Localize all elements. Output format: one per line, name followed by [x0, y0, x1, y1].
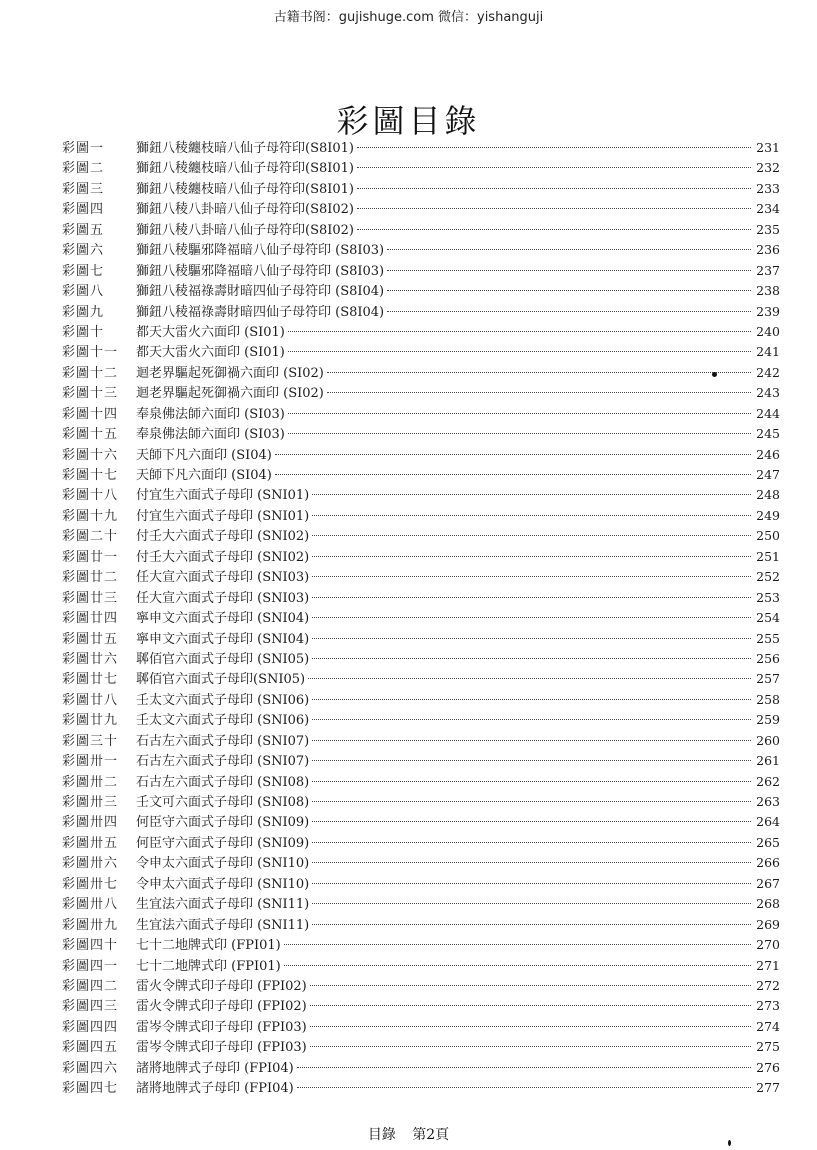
toc-entry-title: 令申太六面式子母印 (SNI10) [136, 856, 310, 872]
toc-entry-number: 彩圖卅三 [62, 795, 119, 810]
toc-dot-leader [297, 1087, 751, 1088]
toc-entry-number: 彩圖卅二 [62, 774, 119, 790]
toc-entry-page: 238 [756, 283, 780, 299]
toc-dot-leader [312, 658, 751, 659]
toc-entry-number: 彩圖廿一 [62, 549, 119, 565]
toc-entry [62, 833, 780, 853]
toc-dot-leader [312, 576, 751, 577]
toc-entry-number: 彩圖十六 [62, 447, 119, 463]
toc-entry-page: 266 [756, 855, 780, 871]
toc-entry-title: 獅鈕八稜驅邪降福暗八仙子母符印 (S8I03) [136, 263, 385, 279]
toc-entry-title: 獅鈕八稜福祿壽財暗四仙子母符印 (S8I04) [136, 284, 385, 300]
toc-entry-title: 令申太六面式子母印 (SNI10) [136, 876, 310, 892]
toc-entry [62, 199, 780, 219]
toc-dot-leader [387, 311, 751, 312]
toc-entry-number: 彩圖九 [62, 304, 105, 320]
toc-entry-number: 彩圖廿九 [62, 713, 119, 729]
toc-dot-leader [312, 924, 751, 925]
toc-entry [62, 649, 780, 669]
toc-entry-number: 彩圖四 [62, 202, 105, 218]
toc-entry [62, 302, 780, 322]
toc-entry-number: 彩圖十一 [62, 345, 119, 361]
toc-entry [62, 445, 780, 465]
toc-entry [62, 956, 780, 976]
toc-entry [62, 874, 780, 894]
toc-entry-title: 何臣守六面式子母印 (SNI09) [136, 815, 310, 831]
toc-entry-title: 迴老界驅起死御禍六面印 (SI02) [136, 365, 324, 381]
toc-entry-page: 236 [756, 242, 780, 258]
toc-dot-leader [312, 821, 751, 822]
toc-entry-page: 268 [756, 896, 780, 912]
toc-entry-number: 彩圖四四 [62, 1019, 119, 1035]
toc-dot-leader [312, 740, 751, 741]
toc-dot-leader [310, 1026, 751, 1027]
toc-dot-leader [284, 965, 751, 966]
toc-entry-title: 寧申文六面式子母印 (SNI04) [136, 631, 310, 647]
toc-dot-leader [312, 597, 751, 598]
toc-entry-title: 郰佰官六面式子母印 (SNI05) [136, 651, 310, 667]
toc-entry-number: 彩圖廿六 [62, 651, 119, 667]
toc-entry [62, 1058, 780, 1078]
toc-entry-title: 天師下凡六面印 (SI04) [136, 468, 272, 483]
toc-entry-title: 諸將地牌式子母印 (FPI04) [136, 1081, 294, 1097]
toc-entry-page: 267 [756, 875, 780, 891]
toc-entry-page: 269 [756, 916, 780, 932]
toc-entry-title: 石古左六面式子母印 (SNI08) [136, 774, 310, 790]
toc-entry [62, 935, 780, 955]
toc-entry-title: 七十二地牌式印 (FPI01) [136, 938, 281, 954]
toc-entry-title: 生宜法六面式子母印 (SNI11) [136, 917, 310, 933]
toc-entry-page: 263 [756, 794, 780, 809]
toc-entry-page: 251 [756, 548, 780, 564]
toc-dot-leader [275, 474, 751, 475]
toc-entry-number: 彩圖廿五 [62, 631, 119, 647]
toc-entry-title: 付宜生六面式子母印 (SNI01) [136, 488, 310, 504]
toc-entry-number: 彩圖廿二 [62, 570, 119, 586]
toc-entry-page: 265 [756, 834, 780, 850]
toc-entry-number: 彩圖卅七 [62, 876, 119, 892]
toc-dot-leader [288, 351, 751, 352]
toc-entry-number: 彩圖一 [62, 141, 105, 156]
toc-entry [62, 567, 780, 587]
toc-entry [62, 1037, 780, 1057]
toc-entry [62, 669, 780, 689]
toc-entry-number: 彩圖十七 [62, 468, 119, 483]
toc-entry [62, 383, 780, 403]
toc-entry-title: 獅鈕八稜八卦暗八仙子母符印(S8I02) [136, 222, 354, 238]
toc-entry-number: 彩圖四五 [62, 1040, 119, 1056]
toc-entry-page: 264 [756, 814, 780, 830]
toc-entry-title: 都天大雷火六面印 (SI01) [136, 345, 285, 361]
toc-entry-title: 都天大雷火六面印 (SI01) [136, 324, 285, 340]
toc-entry-number: 彩圖四十 [62, 938, 119, 954]
toc-dot-leader [312, 903, 751, 904]
toc-entry-page: 249 [756, 507, 780, 523]
toc-entry [62, 526, 780, 546]
toc-entry-title: 獅鈕八稜纏枝暗八仙子母符印(S8I01) [136, 141, 354, 156]
toc-entry [62, 424, 780, 444]
toc-entry-number: 彩圖十 [62, 324, 105, 340]
toc-entry-title: 獅鈕八稜纏枝暗八仙子母符印(S8I01) [136, 161, 354, 177]
toc-entry-number: 彩圖十九 [62, 508, 119, 524]
toc-entry-page: 247 [756, 467, 780, 482]
toc-entry-title: 生宜法六面式子母印 (SNI11) [136, 897, 310, 913]
toc-entry-number: 彩圖十三 [62, 386, 119, 402]
toc-entry-title: 壬太文六面式子母印 (SNI06) [136, 713, 310, 729]
toc-entry [62, 608, 780, 628]
toc-entry-page: 239 [756, 303, 780, 319]
toc-entry-number: 彩圖十八 [62, 488, 119, 504]
toc-entry-title: 壬太文六面式子母印 (SNI06) [136, 692, 310, 708]
toc-entry [62, 179, 780, 199]
page-footer [0, 1124, 817, 1144]
toc-entry-page: 234 [756, 201, 780, 217]
toc-entry [62, 772, 780, 792]
toc-dot-leader [312, 638, 751, 639]
toc-entry [62, 485, 780, 505]
toc-entry-title: 石古左六面式子母印 (SNI07) [136, 754, 310, 770]
toc-entry-title: 付宜生六面式子母印 (SNI01) [136, 508, 310, 524]
toc-dot-leader [357, 147, 751, 148]
toc-dot-leader [327, 372, 751, 373]
toc-dot-leader [297, 1067, 751, 1068]
toc-entry-page: 260 [756, 732, 780, 748]
toc-entry [62, 1017, 780, 1037]
toc-dot-leader [288, 331, 751, 332]
toc-entry [62, 281, 780, 301]
toc-entry-number: 彩圖四六 [62, 1060, 119, 1076]
toc-entry-title: 七十二地牌式印 (FPI01) [136, 958, 281, 974]
toc-entry-number: 彩圖六 [62, 243, 105, 259]
toc-entry [62, 363, 780, 383]
toc-entry-title: 雷火令牌式印子母印 (FPI02) [136, 978, 307, 994]
toc-entry-page: 248 [756, 487, 780, 503]
toc-entry-title: 付壬大六面式子母印 (SNI02) [136, 549, 310, 565]
toc-entry-page: 235 [756, 221, 780, 237]
toc-entry [62, 812, 780, 832]
toc-entry-page: 277 [756, 1080, 780, 1096]
toc-dot-leader [308, 678, 751, 679]
toc-entry [62, 792, 780, 812]
toc-dot-leader [312, 801, 751, 802]
toc-entry [62, 915, 780, 935]
toc-entry-number: 彩圖五 [62, 222, 105, 238]
toc-entry-page: 261 [756, 753, 780, 769]
toc-entry-page: 256 [756, 650, 780, 666]
toc-entry-title: 奉泉佛法師六面印 (SI03) [136, 427, 285, 443]
toc-entry-page: 250 [756, 528, 780, 544]
toc-dot-leader [312, 617, 751, 618]
toc-dot-leader [284, 944, 751, 945]
toc-entry-number: 彩圖卅一 [62, 754, 119, 770]
toc-dot-leader [312, 760, 751, 761]
toc-entry-number: 彩圖二十 [62, 529, 119, 545]
toc-entry-page: 245 [756, 426, 780, 442]
toc-entry-number: 彩圖四七 [62, 1081, 119, 1097]
toc-entry [62, 322, 780, 342]
toc-dot-leader [312, 515, 751, 516]
toc-entry-number: 彩圖廿三 [62, 590, 119, 606]
toc-entry [62, 894, 780, 914]
watermark-text: 古籍书阁：gujishuge.com 微信：yishanguji [273, 10, 544, 25]
toc-entry-number: 彩圖卅五 [62, 835, 119, 851]
toc-dot-leader [288, 413, 751, 414]
toc-entry-number: 彩圖卅六 [62, 856, 119, 872]
toc-entry-page: 270 [756, 937, 780, 953]
toc-entry-page: 252 [756, 569, 780, 585]
toc-entry-title: 迴老界驅起死御禍六面印 (SI02) [136, 386, 324, 402]
toc-entry-number: 彩圖四一 [62, 958, 119, 974]
toc-entry-number: 彩圖卅八 [62, 897, 119, 913]
toc-entry [62, 240, 780, 260]
toc-entry-page: 237 [756, 262, 780, 278]
toc-dot-leader [312, 781, 751, 782]
toc-dot-leader [312, 719, 751, 720]
toc-entry-page: 242 [756, 364, 780, 380]
toc-entry [62, 588, 780, 608]
toc-entry-title: 獅鈕八稜驅邪降福暗八仙子母符印 (S8I03) [136, 243, 385, 259]
toc-entry-number: 彩圖十二 [62, 365, 119, 381]
toc-entry-title: 付壬大六面式子母印 (SNI02) [136, 529, 310, 545]
toc-dot-leader [312, 842, 751, 843]
toc-entry-title: 壬文可六面式子母印 (SNI08) [136, 795, 310, 810]
toc-entry [62, 853, 780, 873]
toc-entry [62, 710, 780, 730]
toc-entry-page: 262 [756, 773, 780, 789]
toc-entry-page: 259 [756, 712, 780, 728]
toc-entry [62, 690, 780, 710]
toc-dot-leader [312, 535, 751, 536]
toc-entry-page: 243 [756, 385, 780, 401]
toc-entry-title: 何臣守六面式子母印 (SNI09) [136, 835, 310, 851]
toc-entry-page: 241 [756, 344, 780, 360]
toc-entry-title: 雷火令牌式印子母印 (FPI02) [136, 999, 307, 1015]
toc-entry-page: 255 [756, 630, 780, 646]
toc-entry-number: 彩圖廿四 [62, 611, 119, 627]
toc-entry-page: 246 [756, 446, 780, 462]
toc-entry-number: 彩圖七 [62, 263, 105, 279]
toc-entry-number: 彩圖三十 [62, 733, 119, 749]
toc-entry-page: 271 [756, 957, 780, 973]
scan-speck [728, 1140, 731, 1146]
toc-entry [62, 1078, 780, 1098]
toc-entry [62, 342, 780, 362]
toc-entry-number: 彩圖八 [62, 284, 105, 300]
toc-entry [62, 220, 780, 240]
toc-dot-leader [387, 249, 751, 250]
toc-entry [62, 404, 780, 424]
toc-dot-leader [312, 862, 751, 863]
toc-dot-leader [357, 208, 751, 209]
toc-dot-leader [312, 494, 751, 495]
toc-dot-leader [327, 392, 751, 393]
toc-entry [62, 465, 780, 485]
toc-dot-leader [275, 454, 751, 455]
toc-entry-page: 276 [756, 1059, 780, 1075]
toc-entry-page: 244 [756, 405, 780, 421]
toc-dot-leader [310, 1046, 751, 1047]
toc-entry-title: 石古左六面式子母印 (SNI07) [136, 733, 310, 749]
toc-entry-title: 獅鈕八稜纏枝暗八仙子母符印(S8I01) [136, 181, 354, 197]
toc-dot-leader [357, 188, 751, 189]
toc-entry-number: 彩圖卅四 [62, 815, 119, 831]
toc-entry [62, 547, 780, 567]
page-title: 彩圖目錄 [336, 102, 481, 140]
toc-dot-leader [288, 433, 751, 434]
toc-entry-page: 233 [756, 180, 780, 196]
toc-entry [62, 751, 780, 771]
toc-dot-leader [357, 229, 751, 230]
toc-entry-page: 253 [756, 589, 780, 605]
toc-entry [62, 158, 780, 178]
toc-entry-page: 240 [756, 323, 780, 339]
toc-entry-number: 彩圖十四 [62, 406, 119, 422]
toc-entry-title: 獅鈕八稜福祿壽財暗四仙子母符印 (S8I04) [136, 304, 385, 320]
toc-entry-number: 彩圖十五 [62, 427, 119, 443]
toc-dot-leader [312, 883, 751, 884]
toc-entry-page: 274 [756, 1018, 780, 1034]
toc-dot-leader [312, 556, 751, 557]
toc-entry-title: 任大宣六面式子母印 (SNI03) [136, 590, 310, 606]
toc-entry-page: 254 [756, 610, 780, 626]
toc-entry [62, 261, 780, 281]
toc-entry [62, 976, 780, 996]
toc-list [62, 138, 780, 1099]
toc-entry-page: 273 [756, 998, 780, 1014]
toc-entry [62, 996, 780, 1016]
toc-entry [62, 138, 780, 158]
toc-entry-page: 275 [756, 1039, 780, 1055]
toc-dot-leader [312, 699, 751, 700]
toc-entry-title: 奉泉佛法師六面印 (SI03) [136, 406, 285, 422]
toc-entry-title: 郰佰官六面式子母印(SNI05) [136, 672, 306, 688]
footer-section: 目錄 [367, 1127, 396, 1143]
toc-entry-number: 彩圖廿八 [62, 692, 119, 708]
toc-entry-page: 272 [756, 977, 780, 993]
toc-entry-page: 257 [756, 671, 780, 687]
toc-entry-number: 彩圖四二 [62, 978, 119, 994]
toc-entry-title: 雷岑令牌式印子母印 (FPI03) [136, 1040, 307, 1056]
toc-entry-title: 諸將地牌式子母印 (FPI04) [136, 1060, 294, 1076]
toc-dot-leader [310, 985, 751, 986]
toc-entry-number: 彩圖二 [62, 161, 105, 177]
toc-entry-title: 寧申文六面式子母印 (SNI04) [136, 611, 310, 627]
toc-entry [62, 629, 780, 649]
toc-entry-title: 任大宣六面式子母印 (SNI03) [136, 570, 310, 586]
toc-entry [62, 731, 780, 751]
scan-speck [712, 372, 717, 377]
toc-entry-title: 雷岑令牌式印子母印 (FPI03) [136, 1019, 307, 1035]
toc-entry-number: 彩圖四三 [62, 999, 119, 1015]
toc-dot-leader [310, 1005, 751, 1006]
toc-entry-number: 彩圖卅九 [62, 917, 119, 933]
toc-dot-leader [387, 290, 751, 291]
toc-dot-leader [387, 270, 751, 271]
footer-page-number: 第2頁 [412, 1127, 450, 1143]
toc-entry-number: 彩圖廿七 [62, 672, 119, 688]
toc-entry-page: 258 [756, 691, 780, 707]
toc-dot-leader [357, 167, 751, 168]
toc-entry-page: 232 [756, 160, 780, 176]
toc-entry-title: 獅鈕八稜八卦暗八仙子母符印(S8I02) [136, 202, 354, 218]
toc-entry-title: 天師下凡六面印 (SI04) [136, 447, 272, 463]
toc-entry [62, 506, 780, 526]
toc-entry-page: 231 [756, 140, 780, 155]
toc-entry-number: 彩圖三 [62, 181, 105, 197]
